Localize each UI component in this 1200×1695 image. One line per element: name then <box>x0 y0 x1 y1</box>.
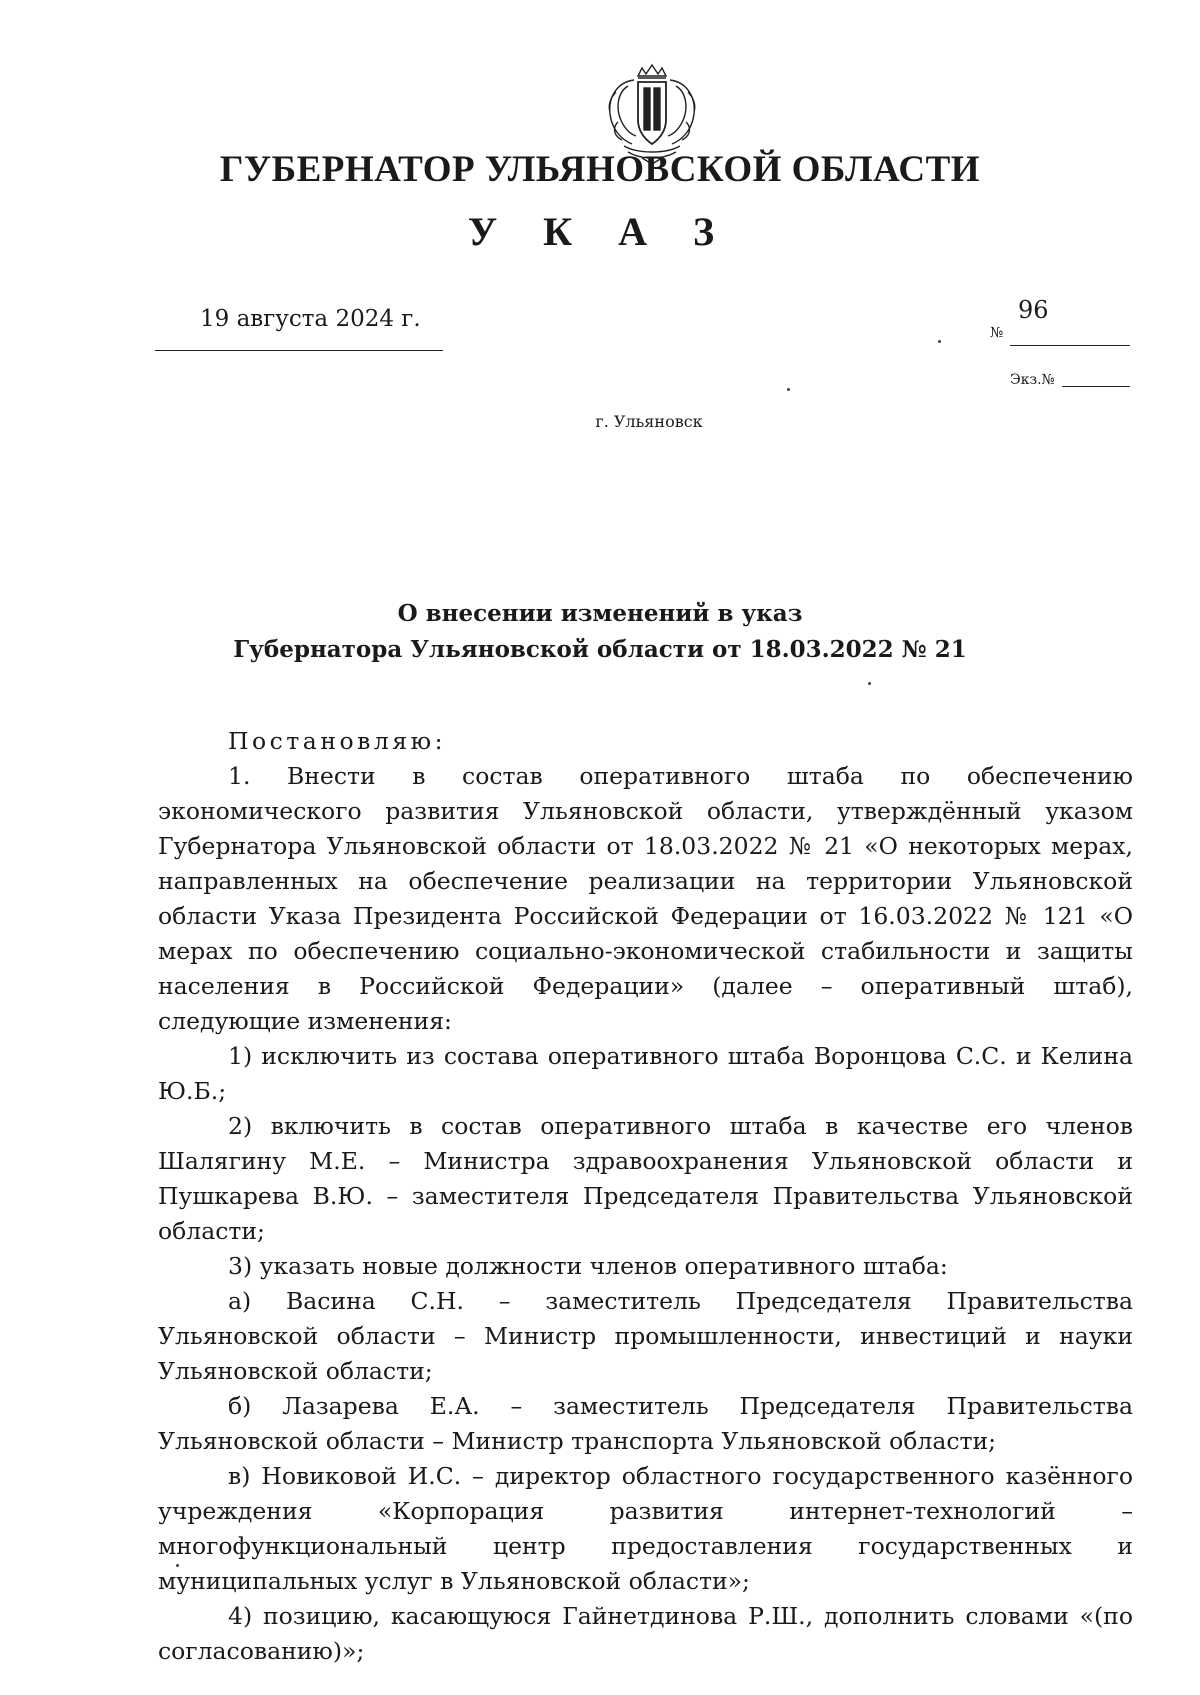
paragraph-8: 4) позицию, касающуюся Гайнетдинова Р.Ш., дополнить словами «(по согласованию)»; <box>158 1602 1133 1665</box>
number-underline <box>1010 345 1130 346</box>
resolve-phrase: Постановляю: <box>228 727 446 755</box>
issuing-authority: ГУБЕРНАТОР УЛЬЯНОВСКОЙ ОБЛАСТИ <box>219 149 981 190</box>
number-label: № <box>990 325 1004 341</box>
paragraph-4: 3) указать новые должности членов оперативного штаба: <box>228 1252 948 1280</box>
document-body <box>158 724 1133 1669</box>
paragraph-1: 1. Внести в состав оперативного штаба по обеспечению экономического развития Ульяновской области, утверждённый указом Губернатора Ульяновской области от 18.03.2022 № 21 «О некоторых мерах, направленных на обеспечение реализации на территории Ульяновской области Указа Президента Российской Федерации от 16.03.2022 № 121 «О мерах по обеспечению социально-экономической стабильности и защиты населения в Российской Федерации» (далее – оперативный штаб), следующие изменения: <box>158 762 1133 1035</box>
paragraph-6: б) Лазарева Е.А. – заместитель Председателя Правительства Ульяновской области – Министр транспорта Ульяновской области; <box>158 1392 1133 1455</box>
scan-speck <box>938 340 941 343</box>
paragraph-2: 1) исключить из состава оперативного штаба Воронцова С.С. и Келина Ю.Б.; <box>158 1042 1133 1105</box>
copy-number-underline <box>1062 386 1130 387</box>
title-line-2: Губернатора Ульяновской области от 18.03.2022 № 21 <box>233 636 967 663</box>
copy-number-label: Экз.№ <box>1010 372 1055 388</box>
scan-speck <box>868 682 871 685</box>
paragraph-3: 2) включить в состав оперативного штаба в качестве его членов Шалягину М.Е. – Министра здравоохранения Ульяновской области и Пушкарева В.Ю. – заместителя Председателя Правительства Ульяновской области; <box>158 1112 1133 1245</box>
issue-city: г. Ульяновск <box>595 412 703 431</box>
document-date: 19 августа 2024 г. <box>200 306 421 332</box>
paragraph-5: а) Васина С.Н. – заместитель Председателя Правительства Ульяновской области – Министр промышленности, инвестиций и науки Ульяновской области; <box>158 1287 1133 1385</box>
date-underline <box>155 350 443 351</box>
paragraph-7: в) Новиковой И.С. – директор областного государственного казённого учреждения «Корпорация развития интернет-технологий – многофункциональный центр предоставления государственных и муниципальных услуг в Ульяновской области»; <box>158 1462 1133 1595</box>
title-line-1: О внесении изменений в указ <box>397 600 803 627</box>
document-title <box>0 596 1200 668</box>
scan-speck <box>787 388 790 391</box>
document-number: 96 <box>1018 296 1049 324</box>
scan-speck <box>176 1564 179 1567</box>
document-type: У К А З <box>467 209 733 254</box>
